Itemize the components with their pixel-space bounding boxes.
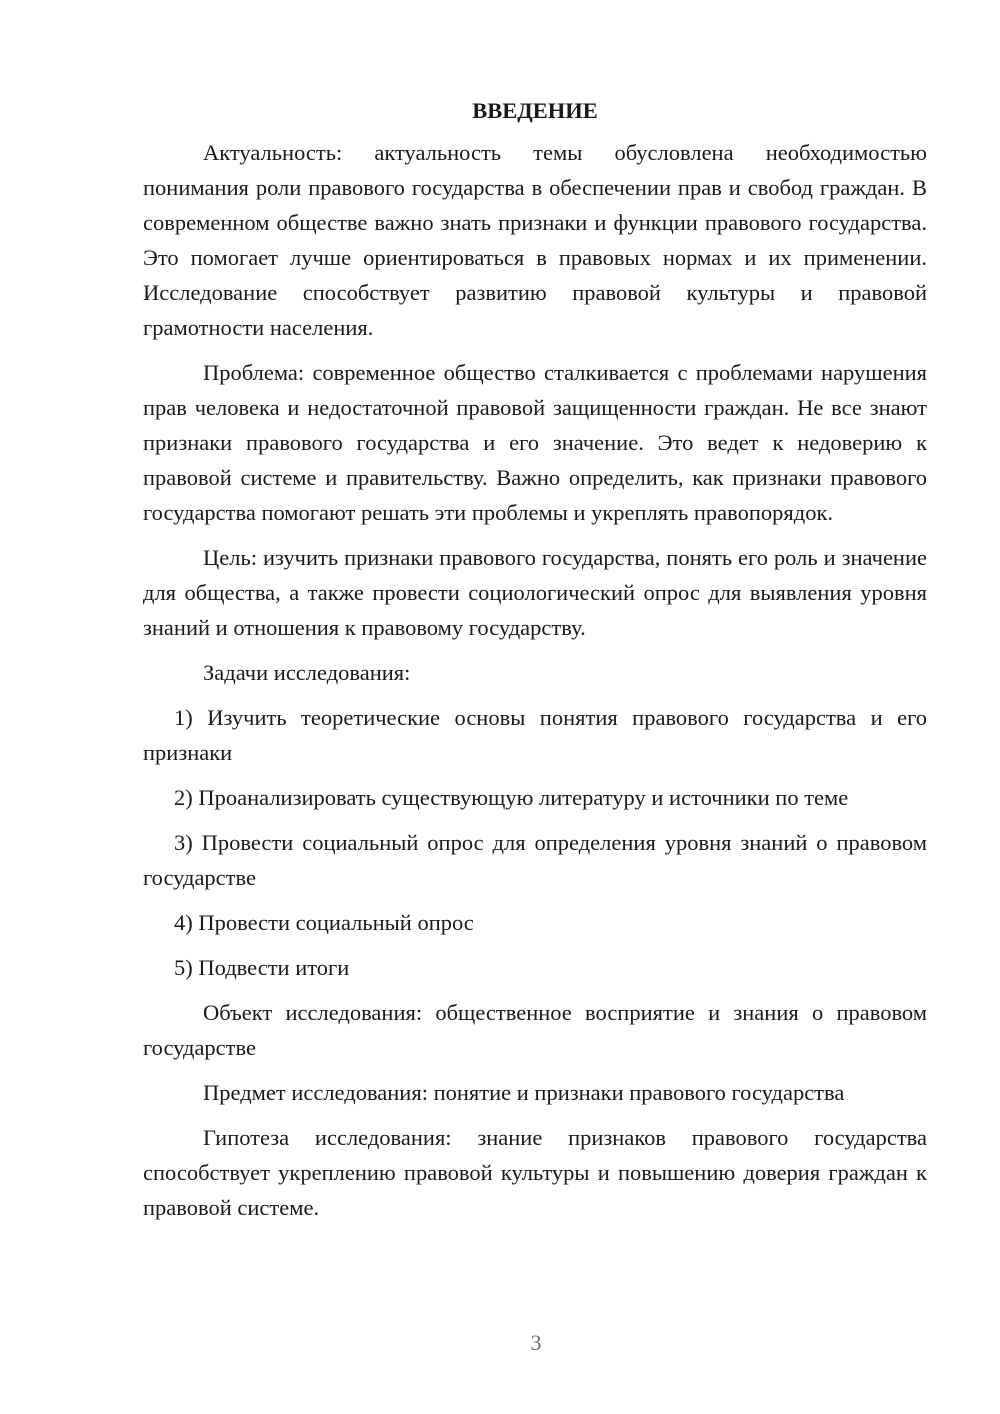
task-item-5: 5) Подвести итоги — [174, 955, 350, 980]
object-paragraph: Объект исследования: общественное восприятие и знания о правовом государстве — [143, 1000, 927, 1060]
tasks-heading: Задачи исследования: — [203, 660, 411, 685]
page-title: ВВЕДЕНИЕ — [472, 98, 598, 123]
task-item-3: 3) Провести социальный опрос для определения уровня знаний о правовом государстве — [143, 830, 927, 890]
task-item-2: 2) Проанализировать существующую литературу и источники по теме — [174, 785, 849, 810]
page-number: 3 — [530, 1330, 542, 1355]
task-item-1: 1) Изучить теоретические основы понятия правового государства и его признаки — [143, 705, 927, 765]
task-item-4: 4) Провести социальный опрос — [174, 910, 474, 935]
goal-paragraph: Цель: изучить признаки правового государства, понять его роль и значение для общества, а также провести социологический опрос для выявления уровня знаний и отношения к правовому государству. — [143, 545, 927, 640]
relevance-paragraph: Актуальность: актуальность темы обусловлена необходимостью понимания роли правового государства в обеспечении прав и свобод граждан. В современном обществе важно знать признаки и функции правового государства. Это помогает лучше ориентироваться в правовых нормах и их применении. Исследование способствует развитию правовой культуры и правовой грамотности населения. — [143, 140, 927, 340]
problem-paragraph: Проблема: современное общество сталкивается с проблемами нарушения прав человека и недостаточной правовой защищенности граждан. Не все знают признаки правового государства и его значение. Это ведет к недоверию к правовой системе и правительству. Важно определить, как признаки правового государства помогают решать эти проблемы и укреплять правопорядок. — [143, 360, 927, 525]
document-body — [143, 93, 927, 1235]
hypothesis-paragraph: Гипотеза исследования: знание признаков правового государства способствует укреплению правовой культуры и повышению доверия граждан к правовой системе. — [143, 1125, 927, 1220]
subject-paragraph: Предмет исследования: понятие и признаки правового государства — [203, 1080, 845, 1105]
